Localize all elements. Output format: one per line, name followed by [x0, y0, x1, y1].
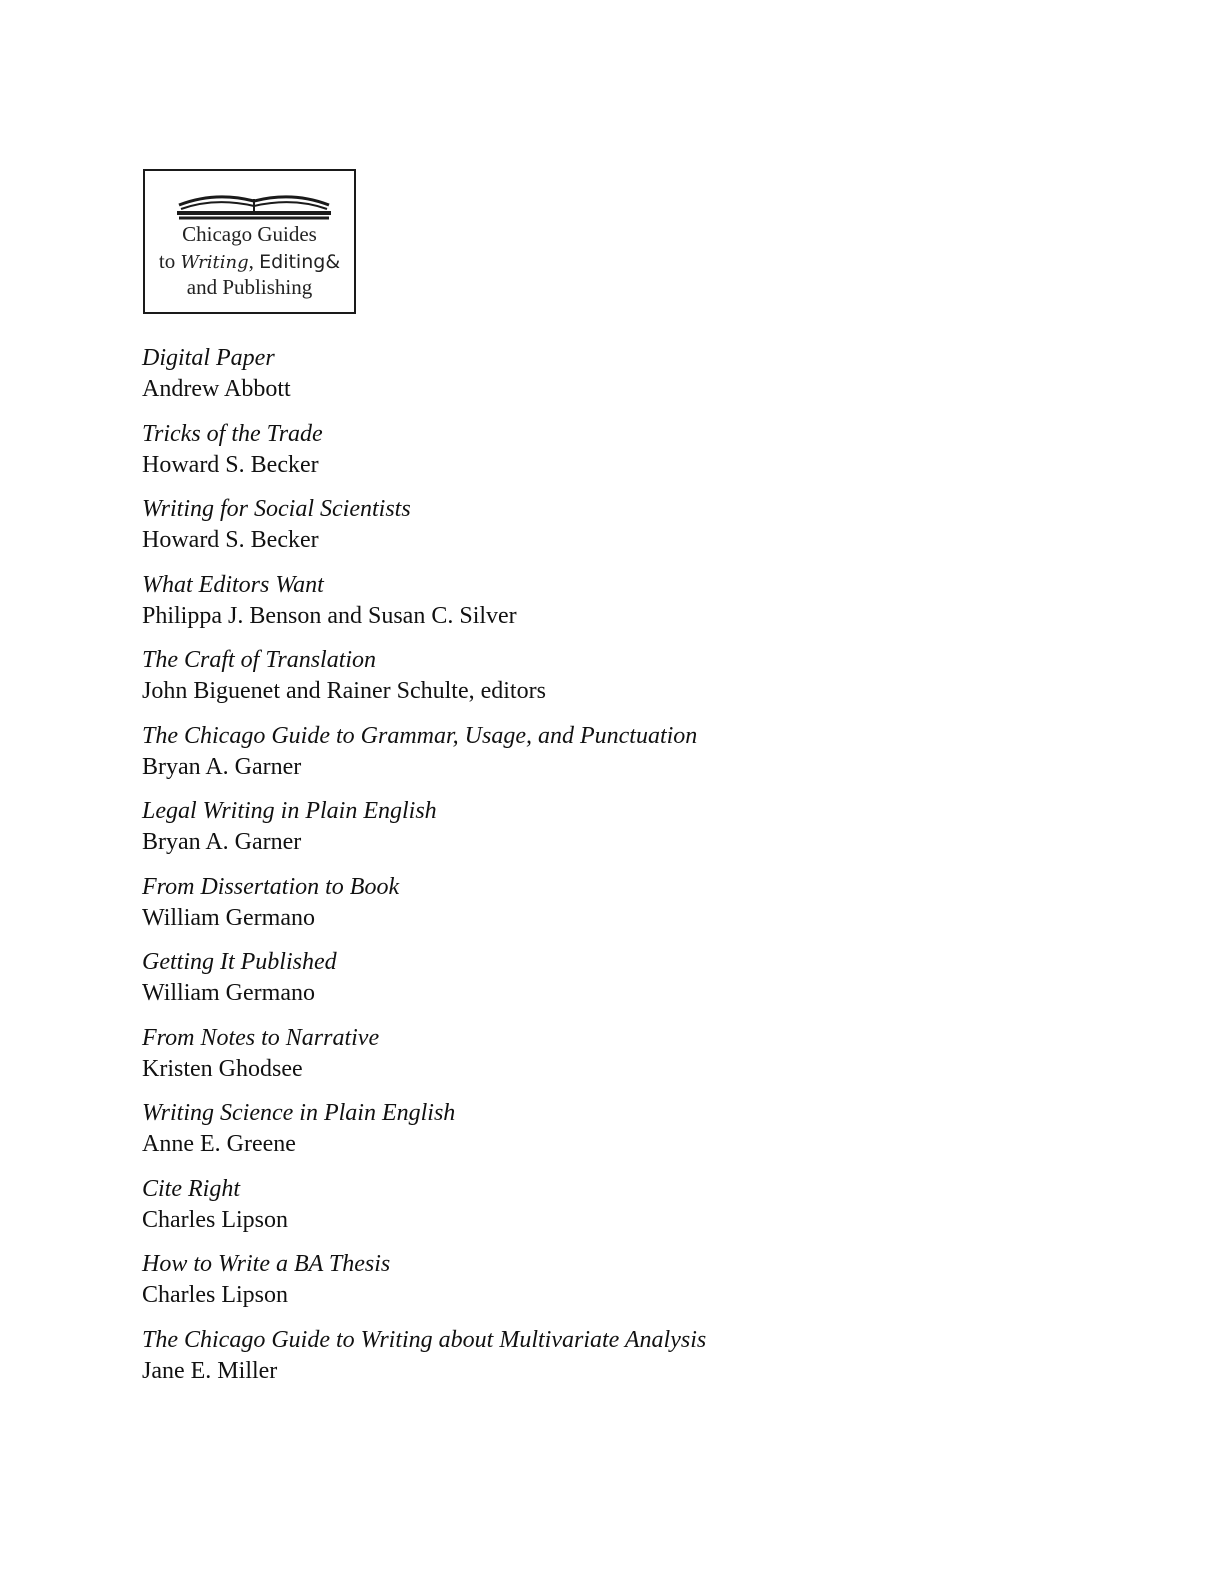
book-entry: [142, 1325, 1042, 1401]
logo-line-2-prefix: to: [158, 249, 176, 273]
book-title: Getting It Published: [142, 949, 337, 975]
logo-line-2-script: Writing: [180, 252, 249, 273]
book-title: Legal Writing in Plain English: [142, 798, 437, 824]
book-entry: [142, 343, 1042, 419]
book-entry: [142, 570, 1042, 646]
book-title: What Editors Want: [142, 571, 324, 598]
book-entry: [142, 721, 1042, 797]
book-author: John Biguenet and Rainer Schulte, editors: [142, 678, 546, 704]
book-entry: [142, 419, 1042, 495]
series-logo: [143, 169, 356, 314]
book-author: Kristen Ghodsee: [142, 1055, 303, 1082]
book-title: Digital Paper: [142, 345, 275, 371]
logo-line-2-sans: Editing: [259, 251, 326, 273]
book-title: How to Write a BA Thesis: [142, 1251, 391, 1277]
book-title: The Chicago Guide to Writing about Multivariate Analysis: [142, 1326, 707, 1353]
book-author: Charles Lipson: [142, 1206, 288, 1233]
book-title: The Craft of Translation: [142, 647, 377, 673]
book-entry: [142, 872, 1042, 948]
book-title: Writing Science in Plain English: [142, 1100, 456, 1126]
logo-line-2-sep: ,: [248, 249, 254, 273]
book-entry: [142, 796, 1042, 872]
book-author: Philippa J. Benson and Susan C. Silver: [142, 602, 517, 629]
book-author: William Germano: [142, 980, 315, 1006]
book-entry: [142, 1174, 1042, 1250]
logo-line-1: Chicago Guides: [182, 222, 317, 246]
book-author: Anne E. Greene: [142, 1131, 296, 1157]
logo-line-2: [145, 248, 354, 276]
book-entry: [142, 1098, 1042, 1174]
book-entry: [142, 494, 1042, 570]
book-author: William Germano: [142, 904, 315, 931]
logo-line-2-suffix: &: [325, 251, 341, 273]
book-entry: [142, 1023, 1042, 1099]
book-author: Howard S. Becker: [142, 527, 319, 553]
book-author: Andrew Abbott: [142, 376, 291, 402]
book-title: Writing for Social Scientists: [142, 496, 411, 522]
book-title: From Notes to Narrative: [142, 1024, 380, 1051]
book-title: From Dissertation to Book: [142, 873, 400, 900]
book-author: Howard S. Becker: [142, 451, 319, 478]
book-title: Cite Right: [142, 1175, 240, 1202]
open-book-icon: [175, 187, 333, 221]
book-author: Bryan A. Garner: [142, 753, 302, 780]
book-author: Jane E. Miller: [142, 1357, 278, 1384]
book-list: [142, 343, 1042, 1400]
book-entry: [142, 947, 1042, 1023]
logo-line-3: and Publishing: [186, 275, 313, 299]
book-entry: [142, 645, 1042, 721]
book-title: The Chicago Guide to Grammar, Usage, and Punctuation: [142, 722, 698, 749]
book-author: Bryan A. Garner: [142, 829, 302, 855]
book-entry: [142, 1249, 1042, 1325]
book-author: Charles Lipson: [142, 1282, 288, 1308]
book-title: Tricks of the Trade: [142, 420, 323, 447]
